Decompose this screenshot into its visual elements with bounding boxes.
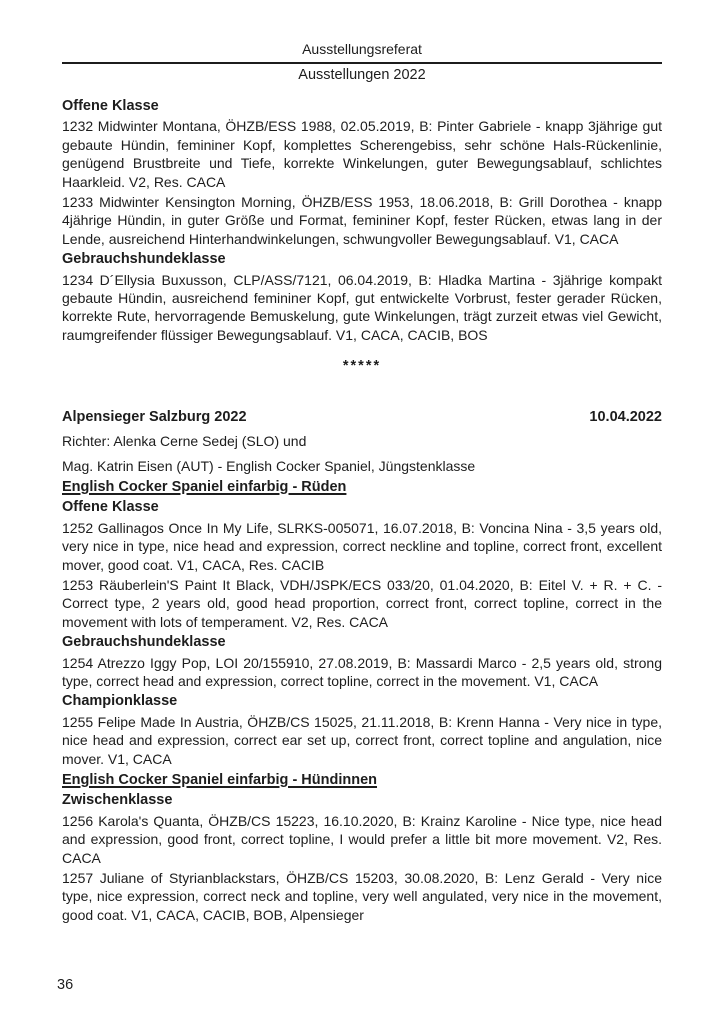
entry-1233: 1233 Midwinter Kensington Morning, ÖHZB/ESS 1953, 18.06.2018, B: Grill Dorothea - knapp 4jährige Hündin, in guter Größe und Format, femininer Kopf, fester Rücken, etwas lang in der Lende, ausreichend Hinterhandwinkelungen, schwungvoller Bewegungsablauf. V1, CACA xyxy=(62,194,662,247)
entry-1232: 1232 Midwinter Montana, ÖHZB/ESS 1988, 02.05.2019, B: Pinter Gabriele - knapp 3jährige gut gebaute Hündin, femininer Kopf, komplettes Scherengebiss, sehr schöne Hals-Rückenlinie, genügend Brustbreite und Tiefe, korrekte Winkelungen, guter Bewegungsablauf, schlichtes Haarkleid. V2, Res. CACA xyxy=(62,118,662,190)
show-date: 10.04.2022 xyxy=(589,408,662,425)
heading-offene-klasse-ess: Offene Klasse xyxy=(62,98,159,114)
heading-breed-males: English Cocker Spaniel einfarbig - Rüden xyxy=(62,478,347,495)
show-title-row xyxy=(62,408,662,426)
heading-breed-females: English Cocker Spaniel einfarbig - Hündinnen xyxy=(62,772,378,788)
header-title: Ausstellungsreferat xyxy=(62,40,662,64)
heading-offene-klasse-ecs: Offene Klasse xyxy=(62,499,159,516)
entry-1253: 1253 Räuberlein'S Paint It Black, VDH/JSPK/ECS 033/20, 01.04.2020, B: Eitel V. + R. + C. - Correct type, 2 years old, good head proportion, correct front, correct topline, correct in the movement with lots of temperament. V2, Res. CACA xyxy=(62,576,662,630)
judges-line-2: Mag. Katrin Eisen (AUT) - English Cocker Spaniel, Jüngstenklasse xyxy=(62,457,476,474)
entry-1256: 1256 Karola's Quanta, ÖHZB/CS 15223, 16.10.2020, B: Krainz Karoline - Nice type, nice head and expression, good front, correct topline, I would prefer a little bit more movement. V2, Res. CACA xyxy=(62,812,662,866)
entry-1252: 1252 Gallinagos Once In My Life, SLRKS-005071, 16.07.2018, B: Voncina Nina - 3,5 years old, very nice in type, nice head and expression, correct neckline and topline, correct front, excellent mover, good coat. V1, CACA, Res. CACIB xyxy=(62,519,662,573)
heading-zwischenklasse: Zwischenklasse xyxy=(62,792,173,809)
heading-championklasse: Championklasse xyxy=(62,693,178,710)
header-subtitle: Ausstellungen 2022 xyxy=(298,67,426,83)
entry-1255: 1255 Felipe Made In Austria, ÖHZB/CS 15025, 21.11.2018, B: Krenn Hanna - Very nice in type, nice head and expression, correct ear set up, correct front, correct topline and angulation, nice mover. V1, CACA xyxy=(62,713,662,767)
judges-line-1: Richter: Alenka Cerne Sedej (SLO) und xyxy=(62,433,307,450)
entry-1257: 1257 Juliane of Styrianblackstars, ÖHZB/CS 15203, 30.08.2020, B: Lenz Gerald - Very nice type, nice expression, correct neck and topline, very well angulated, very nice in the movement, good coat. V1, CACA, CACIB, BOB, Alpensieger xyxy=(62,870,662,923)
heading-gebrauchshundeklasse-ecs: Gebrauchshundeklasse xyxy=(62,634,226,651)
entry-1254: 1254 Atrezzo Iggy Pop, LOI 20/155910, 27.08.2019, B: Massardi Marco - 2,5 years old, strong type, correct head and expression, correct topline, correct in the movement. V1, CACA xyxy=(62,654,662,689)
entry-1234: 1234 D´Ellysia Buxusson, CLP/ASS/7121, 06.04.2019, B: Hladka Martina - 3jährige kompakt gebaute Hündin, ausreichend femininer Kopf, gut entwickelte Vorbrust, fester gerader Rücken, korrekte Rute, hervorragende Bemuskelung, gute Winkelungen, trägt zurzeit etwas viel Gewicht, raumgreifender flüssiger Bewegungsablauf. V1, CACA, CACIB, BOS xyxy=(62,271,662,343)
show-title: Alpensieger Salzburg 2022 xyxy=(62,408,247,425)
heading-gebrauchshundeklasse-ess: Gebrauchshundeklasse xyxy=(62,251,226,268)
section-separator: ***** xyxy=(342,358,382,375)
page-content xyxy=(62,40,662,924)
page-number: 36 xyxy=(57,977,74,993)
